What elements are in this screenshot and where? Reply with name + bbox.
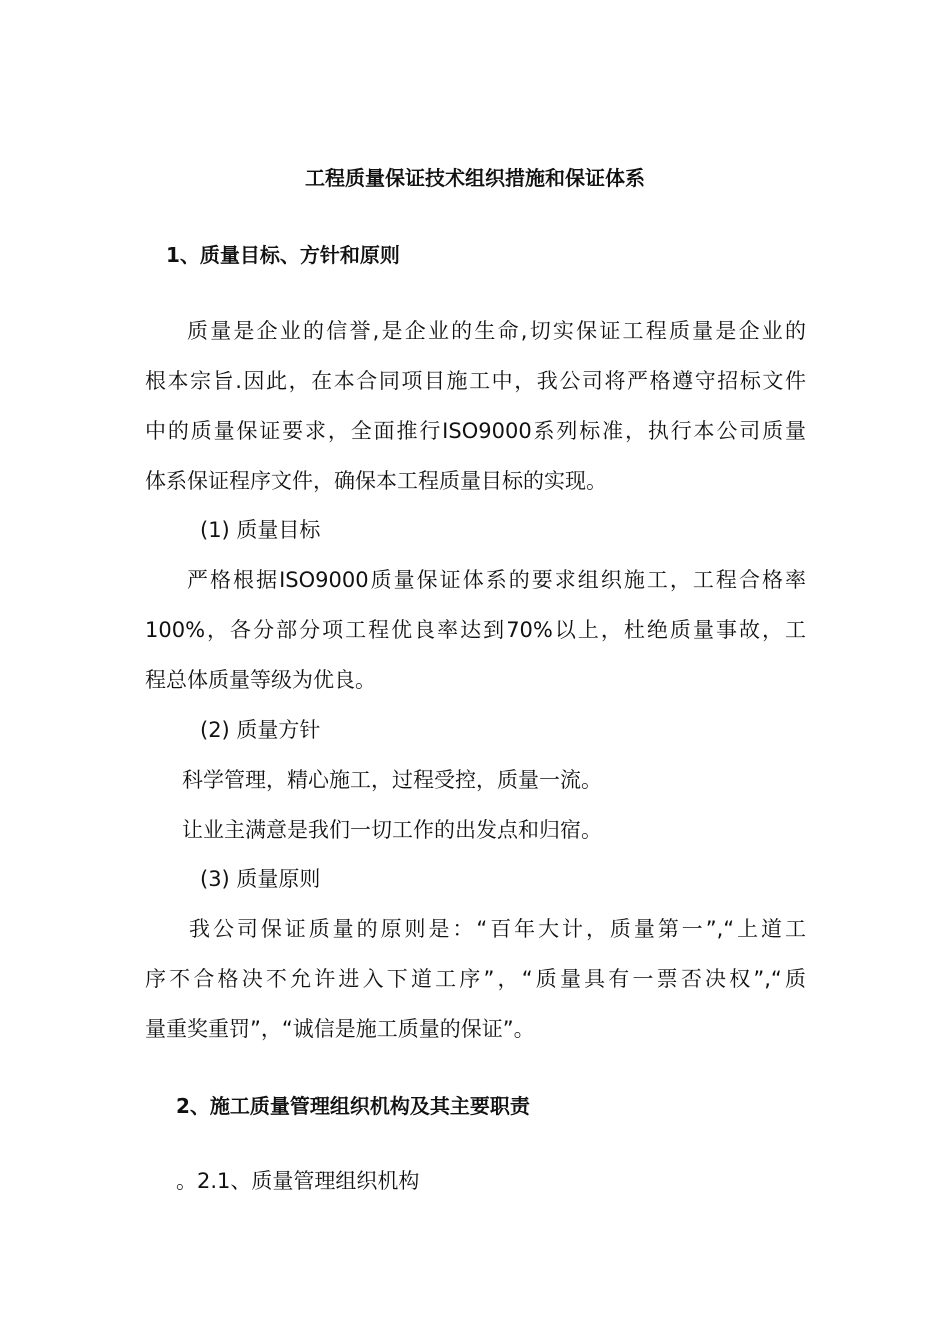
section-2-heading: 2、施工质量管理组织机构及其主要职责 [176,1094,530,1118]
quality-goal-heading: (1) 质量目标 [200,518,321,542]
quality-policy-heading: (2) 质量方针 [200,718,321,742]
section-1-heading: 1、质量目标、方针和原则 [166,243,400,267]
intro-line-4: 体系保证程序文件，确保本工程质量目标的实现。 [145,469,607,493]
intro-line-2: 根本宗旨.因此，在本合同项目施工中，我公司将严格遵守招标文件 [145,369,806,393]
section-2-1-heading: 。2.1、质量管理组织机构 [176,1169,420,1193]
quality-principle-heading: (3) 质量原则 [200,867,321,891]
quality-goal-paragraph [145,555,806,705]
principle-line-2: 序不合格决不允许进入下道工序”，“质量具有一票否决权”,“质 [145,967,806,991]
quality-principle-paragraph [145,904,806,1054]
principle-line-1: 我公司保证质量的原则是：“百年大计，质量第一”,“上道工 [189,917,806,941]
principle-line-3: 量重奖重罚”，“诚信是施工质量的保证”。 [145,1017,535,1041]
document-title: 工程质量保证技术组织措施和保证体系 [305,166,645,190]
intro-line-3: 中的质量保证要求，全面推行ISO9000系列标准，执行本公司质量 [145,419,806,443]
goal-line-1: 严格根据ISO9000质量保证体系的要求组织施工，工程合格率 [187,568,806,592]
policy-line-1: 科学管理，精心施工，过程受控，质量一流。 [182,768,602,792]
goal-line-2: 100%，各分部分项工程优良率达到70%以上，杜绝质量事故，工 [145,618,806,642]
policy-line-2: 让业主满意是我们一切工作的出发点和归宿。 [182,818,602,842]
intro-paragraph [145,306,806,506]
intro-line-1: 质量是企业的信誉,是企业的生命,切实保证工程质量是企业的 [187,319,806,343]
goal-line-3: 程总体质量等级为优良。 [145,668,376,692]
